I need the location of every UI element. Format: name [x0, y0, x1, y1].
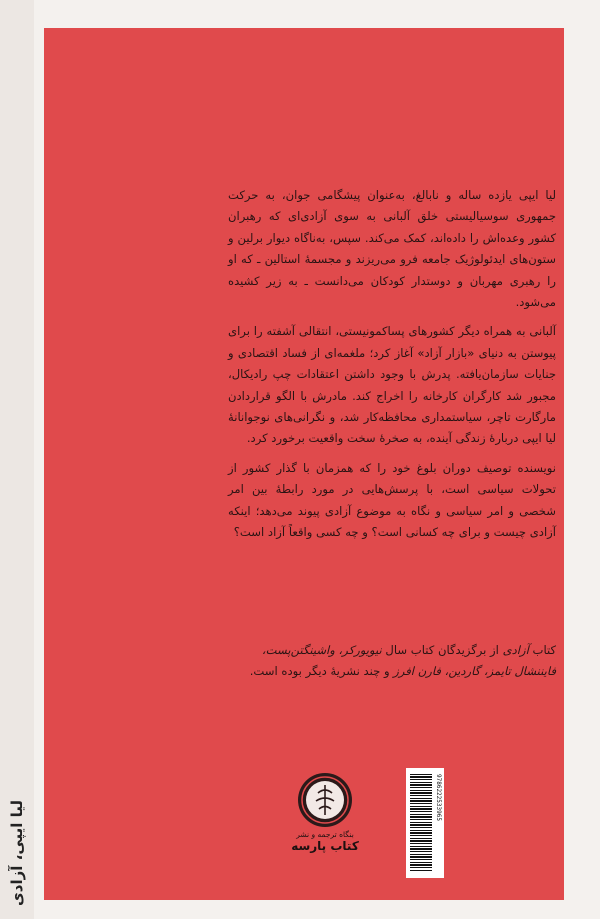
blurb-paragraph-2: آلبانی به همراه دیگر کشورهای پساکمونیستی، انتقالی آشفته را برای پیوستن به دنیای «بازار آزاد» آغاز کرد؛ ملغمه‌ای از فساد اقتصادی و جنایات سازمان‌یافته. پدرش با وجود داشتن اعتقادات چپ رادیکال، مجبور شد کارگران کارخانه را اخراج کند. مادرش با الگو قراردادن مارگارت تاچر، سیاستمداری محافظه‌کار شد، و نگرانی‌های نوجوانانهٔ لیا ایپی دربارهٔ زندگی آینده، به صخرهٔ سخت واقعیت برخورد کرد. [228, 324, 556, 446]
awards-credit [228, 640, 556, 683]
credit-mid: از برگزیدگان کتاب سال [381, 643, 503, 657]
book-spine [0, 0, 34, 919]
publisher-logo [298, 773, 352, 827]
isbn-digits: 9786222533965 [435, 774, 442, 821]
blurb [228, 185, 556, 552]
publisher-tagline: بنگاه ترجمه و نشر [296, 830, 354, 839]
blurb-paragraph-1: لیا ایپی یازده ساله و نابالغ، به‌عنوان پیشگامی جوان، به حرکت جمهوری سوسیالیستی خلق آلبانی به سوی آزادی‌ای که رهبران کشور وعده‌اش را داده‌اند، کمک می‌کند. سپس، به‌ناگاه دیوار برلین و ستون‌های ایدئولوژیک جامعه فرو می‌ریزند و مجسمهٔ استالین ـ که او را رهبری مهربان و دوستدار کودکان می‌دانست ـ به زیر کشیده می‌شود. [228, 188, 556, 310]
isbn-barcode [406, 768, 444, 878]
credit-prefix: کتاب [528, 643, 556, 657]
blurb-paragraph-3: نویسنده توصیف دوران بلوغ خود را که همزمان با گذار کشور از تحولات سیاسی است، با پرسش‌هایی در مورد رابطهٔ بین امر شخصی و امر سیاسی و نگاه به موضوع آزادی پیوند می‌دهد؛ اینکه آزادی چیست و برای چه کسانی است؟ و چه کسی واقعاً آزاد است؟ [228, 460, 556, 540]
credit-title: آزادی [502, 643, 529, 657]
publisher-mark [284, 830, 366, 853]
barcode-bars [410, 774, 432, 872]
spine-title: لیا ایپی، آزادی [8, 800, 26, 906]
credit-suffix: و چند نشریهٔ دیگر بوده است. [249, 664, 394, 679]
credit-publications: نیویورکر، واشینگتن‌پست، فایننشال تایمز، گاردین، فارن افرز [261, 643, 556, 679]
publisher-name: کتاب پارسه [291, 839, 359, 853]
